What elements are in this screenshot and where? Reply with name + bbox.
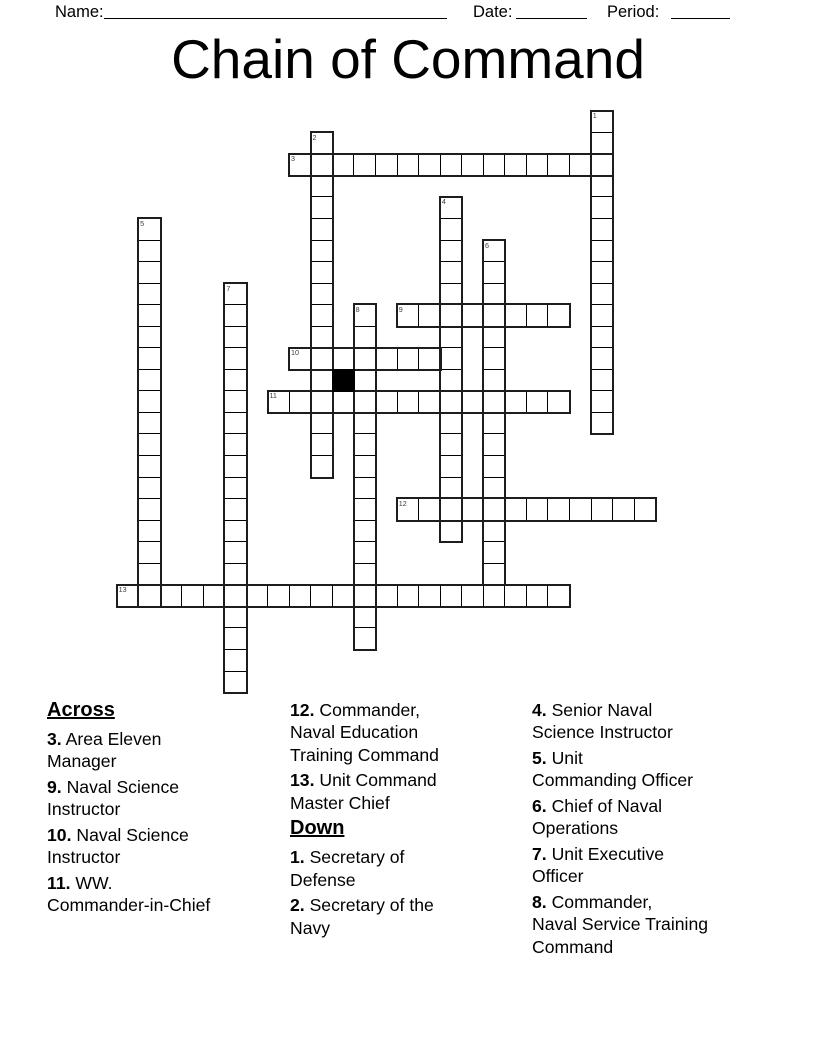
grid-cell[interactable] <box>310 175 333 198</box>
date-label: Date: <box>473 3 513 21</box>
grid-cell[interactable] <box>310 412 333 435</box>
grid-cell[interactable] <box>224 584 247 607</box>
grid-cell[interactable] <box>591 110 614 133</box>
grid-cell[interactable] <box>591 304 614 327</box>
grid-cell[interactable] <box>203 584 226 607</box>
grid-cell[interactable] <box>138 326 161 349</box>
cell-number-2: 2 <box>312 132 317 142</box>
grid-cell[interactable] <box>353 563 376 586</box>
grid-cell[interactable] <box>483 520 506 543</box>
grid-cell[interactable] <box>138 304 161 327</box>
clue-10: 10. Naval Science Instructor <box>47 825 189 868</box>
grid-cell[interactable] <box>224 498 247 521</box>
cell-number-9: 9 <box>398 305 403 315</box>
grid-cell[interactable] <box>526 584 549 607</box>
grid-cell[interactable] <box>224 433 247 456</box>
grid-cell[interactable] <box>310 347 333 370</box>
grid-cell[interactable] <box>138 541 161 564</box>
grid-cell[interactable] <box>160 584 183 607</box>
grid-cell[interactable] <box>289 584 312 607</box>
grid-cell[interactable] <box>353 477 376 500</box>
down-heading: Down <box>290 817 345 840</box>
clue-3: 3. Area Eleven Manager <box>47 729 162 772</box>
grid-cell[interactable] <box>224 671 247 694</box>
period-label: Period: <box>607 3 660 21</box>
grid-cell[interactable] <box>440 326 463 349</box>
grid-cell[interactable] <box>353 326 376 349</box>
clue-7: 7. Unit Executive Officer <box>532 844 665 887</box>
grid-cell[interactable] <box>440 240 463 263</box>
grid-cell[interactable] <box>310 326 333 349</box>
grid-cell[interactable] <box>547 153 570 176</box>
cell-number-6: 6 <box>484 240 489 250</box>
clue-12: 12. Commander, Naval Education Training Command <box>290 700 439 765</box>
grid-cell[interactable] <box>310 369 333 392</box>
grid-cell[interactable] <box>440 390 463 413</box>
grid-cell[interactable] <box>483 433 506 456</box>
grid-cell[interactable] <box>591 347 614 370</box>
grid-cell[interactable] <box>483 369 506 392</box>
grid-cell[interactable] <box>310 261 333 284</box>
grid-cell[interactable] <box>353 304 376 327</box>
grid-cell[interactable] <box>418 390 441 413</box>
clue-8: 8. Commander, Naval Service Training Command <box>532 892 709 957</box>
grid-cell[interactable] <box>461 390 484 413</box>
grid-cell[interactable] <box>591 369 614 392</box>
grid-cell[interactable] <box>224 520 247 543</box>
grid-cell[interactable] <box>569 153 592 176</box>
grid-cell[interactable] <box>483 390 506 413</box>
grid-cell[interactable] <box>418 498 441 521</box>
grid-cell[interactable] <box>418 347 441 370</box>
grid-cell[interactable] <box>591 326 614 349</box>
clue-6: 6. Chief of Naval Operations <box>532 796 663 839</box>
clue-1: 1. Secretary of Defense <box>290 847 405 890</box>
grid-cell[interactable] <box>440 584 463 607</box>
cell-number-1: 1 <box>592 111 597 121</box>
grid-cell[interactable] <box>310 283 333 306</box>
grid-cell[interactable] <box>138 412 161 435</box>
grid-cell[interactable] <box>353 433 376 456</box>
grid-cell[interactable] <box>224 369 247 392</box>
cell-number-5: 5 <box>140 218 145 228</box>
grid-cell[interactable] <box>591 196 614 219</box>
grid-cell[interactable] <box>310 433 333 456</box>
grid-cell[interactable] <box>138 584 161 607</box>
grid-cell[interactable] <box>353 455 376 478</box>
grid-cell[interactable] <box>483 477 506 500</box>
grid-cell[interactable] <box>440 412 463 435</box>
grid-cell[interactable] <box>397 347 420 370</box>
grid-cell[interactable] <box>440 455 463 478</box>
grid-cell[interactable] <box>310 240 333 263</box>
grid-cell[interactable] <box>138 455 161 478</box>
grid-cell[interactable] <box>569 498 592 521</box>
grid-cell[interactable] <box>591 175 614 198</box>
grid-cell[interactable] <box>353 153 376 176</box>
grid-cell[interactable] <box>440 520 463 543</box>
grid-cell[interactable] <box>181 584 204 607</box>
clue-2: 2. Secretary of the Navy <box>290 895 434 938</box>
clue-column-2 <box>290 699 439 942</box>
grid-cell[interactable] <box>332 153 355 176</box>
grid-cell[interactable] <box>397 498 420 521</box>
grid-cell[interactable] <box>440 498 463 521</box>
grid-cell[interactable] <box>526 390 549 413</box>
grid-cell[interactable] <box>289 390 312 413</box>
grid-cell[interactable] <box>310 218 333 241</box>
grid-cell[interactable] <box>310 153 333 176</box>
grid-cell[interactable] <box>353 390 376 413</box>
grid-cell[interactable] <box>461 153 484 176</box>
grid-cell[interactable] <box>375 153 398 176</box>
grid-cell[interactable] <box>310 584 333 607</box>
grid-cell[interactable] <box>310 455 333 478</box>
grid-cell[interactable] <box>224 541 247 564</box>
grid-cell[interactable] <box>547 498 570 521</box>
grid-cell[interactable] <box>483 498 506 521</box>
grid-cell[interactable] <box>591 240 614 263</box>
grid-cell[interactable] <box>138 520 161 543</box>
grid-cell[interactable] <box>526 304 549 327</box>
grid-cell[interactable] <box>591 283 614 306</box>
grid-cell[interactable] <box>591 218 614 241</box>
grid-cell[interactable] <box>526 498 549 521</box>
clue-9: 9. Naval Science Instructor <box>47 777 180 820</box>
grid-cell[interactable] <box>440 196 463 219</box>
grid-cell[interactable] <box>483 240 506 263</box>
grid-cell[interactable] <box>310 196 333 219</box>
grid-cell[interactable] <box>267 390 290 413</box>
grid-cell[interactable] <box>591 498 614 521</box>
cell-number-7: 7 <box>226 283 231 293</box>
grid-cell[interactable] <box>547 304 570 327</box>
grid-cell[interactable] <box>224 326 247 349</box>
clue-column-1 <box>47 699 210 920</box>
grid-cell[interactable] <box>289 347 312 370</box>
grid-cell[interactable] <box>116 584 139 607</box>
cell-number-10: 10 <box>291 348 299 358</box>
across-heading: Across <box>47 699 115 721</box>
grid-cell[interactable] <box>440 433 463 456</box>
grid-cell[interactable] <box>440 261 463 284</box>
grid-cell[interactable] <box>138 347 161 370</box>
grid-cell[interactable] <box>504 390 527 413</box>
grid-cell[interactable] <box>483 347 506 370</box>
cell-number-12: 12 <box>398 499 407 509</box>
grid-cell[interactable] <box>461 498 484 521</box>
grid-cell[interactable] <box>332 390 355 413</box>
grid-cell[interactable] <box>440 304 463 327</box>
grid-cell[interactable] <box>483 584 506 607</box>
grid-cell[interactable] <box>547 390 570 413</box>
grid-cell[interactable] <box>310 304 333 327</box>
grid-cell[interactable] <box>332 584 355 607</box>
grid-cell[interactable] <box>224 563 247 586</box>
grid-cell[interactable] <box>289 153 312 176</box>
grid-cell[interactable] <box>138 477 161 500</box>
grid-cell[interactable] <box>461 584 484 607</box>
grid-cell[interactable] <box>418 584 441 607</box>
grid-cell[interactable] <box>483 412 506 435</box>
grid-cell[interactable] <box>483 153 506 176</box>
grid-cell[interactable] <box>483 304 506 327</box>
grid-cell[interactable] <box>483 455 506 478</box>
grid-cell[interactable] <box>504 304 527 327</box>
grid-cell[interactable] <box>483 261 506 284</box>
grid-cell[interactable] <box>246 584 269 607</box>
cell-number-4: 4 <box>441 197 446 207</box>
grid-cell[interactable] <box>526 153 549 176</box>
grid-cell[interactable] <box>353 412 376 435</box>
grid-cell[interactable] <box>440 347 463 370</box>
grid-cell[interactable] <box>353 369 376 392</box>
grid-cell[interactable] <box>397 584 420 607</box>
cell-number-8: 8 <box>355 305 360 315</box>
grid-cell[interactable] <box>591 153 614 176</box>
grid-cell[interactable] <box>483 541 506 564</box>
cell-number-3: 3 <box>291 154 295 164</box>
grid-cell[interactable] <box>138 369 161 392</box>
grid-cell[interactable] <box>353 347 376 370</box>
grid-cell[interactable] <box>397 153 420 176</box>
grid-cell[interactable] <box>224 455 247 478</box>
grid-cell[interactable] <box>591 412 614 435</box>
clue-13: 13. Unit Command Master Chief <box>290 770 437 813</box>
grid-cell[interactable] <box>353 584 376 607</box>
grid-cell[interactable] <box>224 304 247 327</box>
grid-cell[interactable] <box>332 347 355 370</box>
grid-cell[interactable] <box>138 498 161 521</box>
cell-number-13: 13 <box>118 585 127 595</box>
black-cell <box>332 369 355 392</box>
grid-cell[interactable] <box>138 283 161 306</box>
grid-cell[interactable] <box>418 304 441 327</box>
clue-11: 11. WW. Commander-in-Chief <box>47 873 211 916</box>
grid-cell[interactable] <box>612 498 635 521</box>
grid-cell[interactable] <box>224 649 247 672</box>
name-label: Name: <box>55 3 104 21</box>
grid-cell[interactable] <box>138 240 161 263</box>
grid-cell[interactable] <box>375 347 398 370</box>
grid-cell[interactable] <box>353 606 376 629</box>
clue-4: 4. Senior Naval Science Instructor <box>532 700 673 743</box>
grid-cell[interactable] <box>138 563 161 586</box>
grid-cell[interactable] <box>547 584 570 607</box>
grid-cell[interactable] <box>397 304 420 327</box>
grid-cell[interactable] <box>138 218 161 241</box>
grid-cell[interactable] <box>224 477 247 500</box>
grid-cell[interactable] <box>353 627 376 650</box>
grid-cell[interactable] <box>440 218 463 241</box>
grid-cell[interactable] <box>310 132 333 155</box>
grid-cell[interactable] <box>375 390 398 413</box>
grid-cell[interactable] <box>375 584 398 607</box>
grid-cell[interactable] <box>461 304 484 327</box>
grid-cell[interactable] <box>224 283 247 306</box>
grid-cell[interactable] <box>483 563 506 586</box>
grid-cell[interactable] <box>397 390 420 413</box>
grid-cell[interactable] <box>224 412 247 435</box>
clue-column-3 <box>532 699 708 961</box>
grid-cell[interactable] <box>591 132 614 155</box>
grid-cell[interactable] <box>440 153 463 176</box>
grid-cell[interactable] <box>224 627 247 650</box>
grid-cell[interactable] <box>504 498 527 521</box>
grid-cell[interactable] <box>634 498 657 521</box>
grid-cell[interactable] <box>267 584 290 607</box>
grid-cell[interactable] <box>504 153 527 176</box>
grid-cell[interactable] <box>353 541 376 564</box>
grid-cell[interactable] <box>591 261 614 284</box>
grid-cell[interactable] <box>138 433 161 456</box>
grid-cell[interactable] <box>224 390 247 413</box>
page-title: Chain of Command <box>171 28 645 90</box>
grid-cell[interactable] <box>224 347 247 370</box>
grid-cell[interactable] <box>310 390 333 413</box>
grid-cell[interactable] <box>483 283 506 306</box>
grid-cell[interactable] <box>353 520 376 543</box>
grid-cell[interactable] <box>440 283 463 306</box>
grid-cell[interactable] <box>138 261 161 284</box>
grid-cell[interactable] <box>440 369 463 392</box>
grid-cell[interactable] <box>418 153 441 176</box>
grid-cell[interactable] <box>224 606 247 629</box>
grid-cell[interactable] <box>591 390 614 413</box>
grid-cell[interactable] <box>440 477 463 500</box>
clue-5: 5. Unit Commanding Officer <box>532 748 694 791</box>
grid-cell[interactable] <box>353 498 376 521</box>
grid-cell[interactable] <box>504 584 527 607</box>
grid-cell[interactable] <box>483 326 506 349</box>
cell-number-11: 11 <box>269 391 277 401</box>
grid-cell[interactable] <box>138 390 161 413</box>
